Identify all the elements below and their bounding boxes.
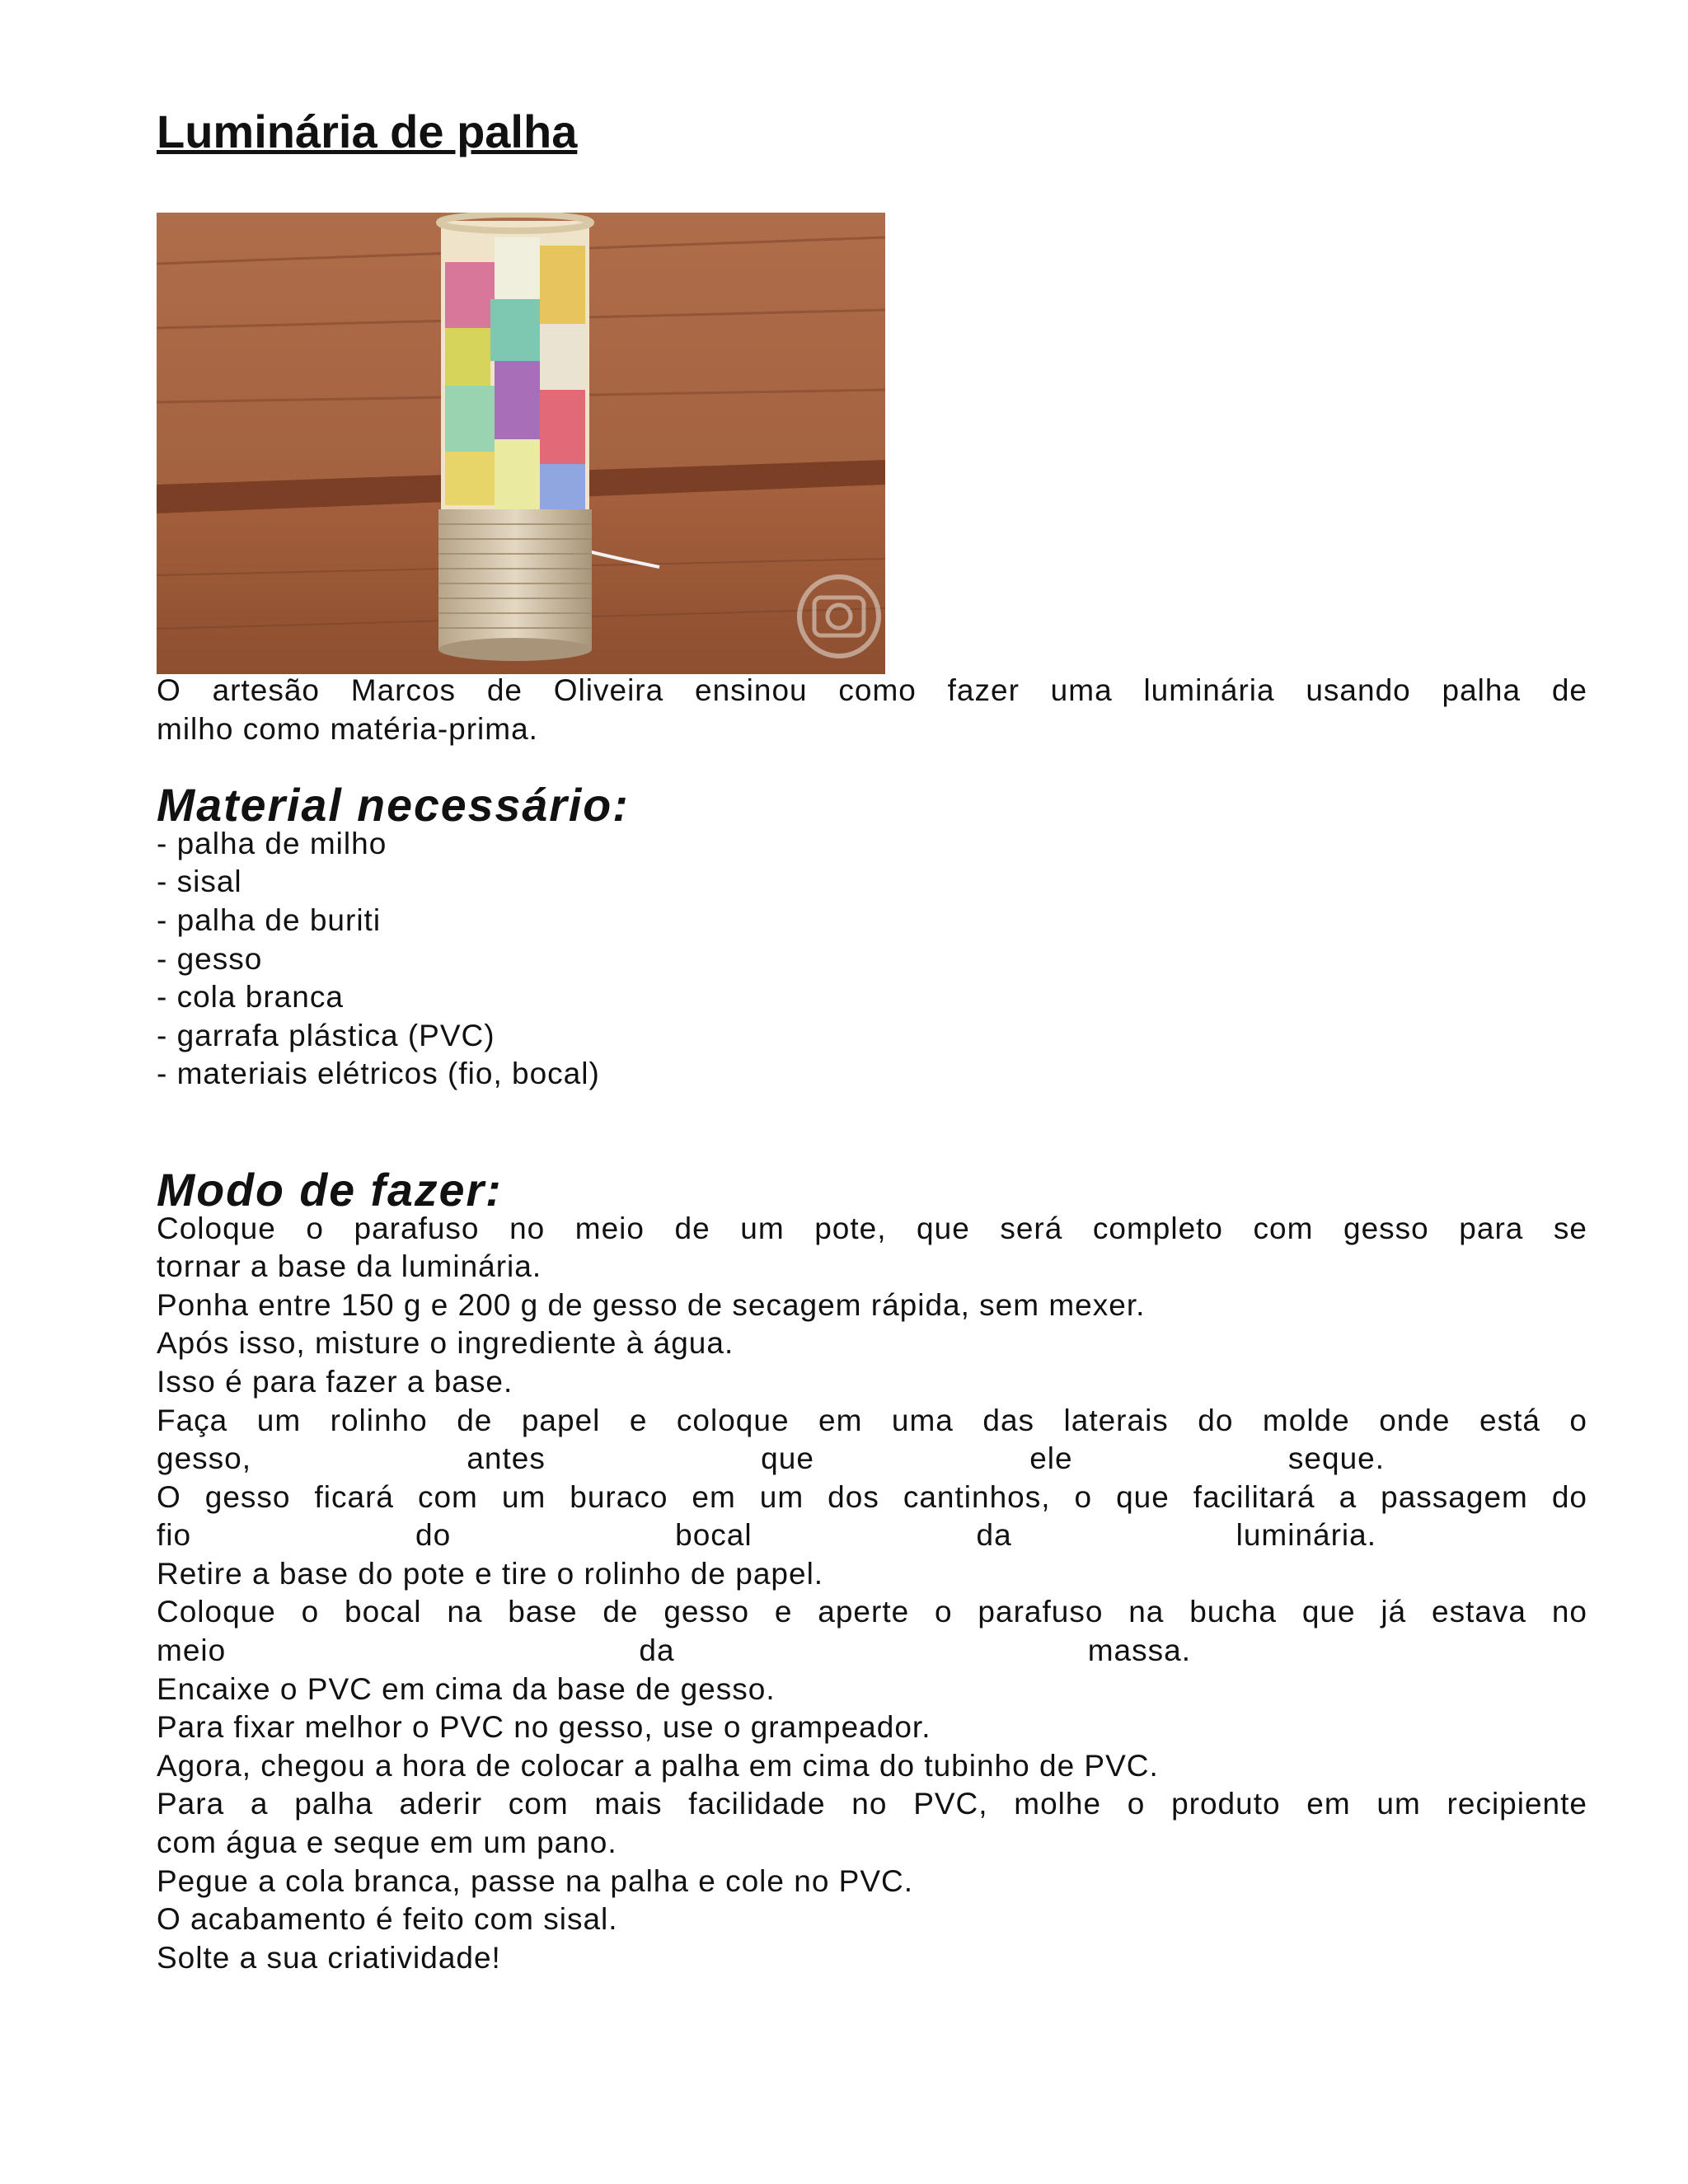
method-line: Após isso, misture o ingrediente à água. (157, 1326, 734, 1361)
method-line: com água e seque em um pano. (157, 1825, 617, 1860)
list-item: - palha de buriti (157, 902, 1587, 940)
method-line: Ponha entre 150 g e 200 g de gesso de secagem rápida, sem mexer. (157, 1287, 1146, 1322)
materials-list (157, 825, 1587, 1094)
method-heading: Modo de fazer: (157, 1164, 503, 1216)
lamp-photo (157, 213, 885, 674)
document-body (157, 672, 1587, 1977)
list-item: - sisal (157, 863, 1587, 902)
method-line: Agora, chegou a hora de colocar a palha em cima do tubinho de PVC. (157, 1748, 1159, 1783)
method-line: Isso é para fazer a base. (157, 1364, 513, 1399)
method-line: Solte a sua criatividade! (157, 1940, 501, 1975)
list-item: - garrafa plástica (PVC) (157, 1017, 1587, 1056)
materials-heading: Material necessário: (157, 780, 630, 832)
method-line: gesso, antes que ele seque. (157, 1441, 1385, 1476)
method-line: Para a palha aderir com mais facilidade no PVC, molhe o produto em um recipiente (157, 1787, 1587, 1821)
intro-line: O artesão Marcos de Oliveira ensinou como fazer uma luminária usando palha de (157, 673, 1587, 707)
intro-line: milho como matéria-prima. (157, 711, 538, 746)
method-line: Pegue a cola branca, passe na palha e cole no PVC. (157, 1863, 914, 1898)
method-line: Faça um rolinho de papel e coloque em uma das laterais do molde onde está o (157, 1403, 1587, 1437)
page-title: Luminária de palha (157, 105, 578, 157)
list-item: - materiais elétricos (fio, bocal) (157, 1055, 1587, 1094)
method-line: tornar a base da luminária. (157, 1249, 542, 1284)
method-line: Coloque o parafuso no meio de um pote, que será completo com gesso para se (157, 1211, 1587, 1245)
method-line: Retire a base do pote e tire o rolinho de papel. (157, 1556, 824, 1591)
method-line: O acabamento é feito com sisal. (157, 1902, 618, 1937)
method-line: Para fixar melhor o PVC no gesso, use o grampeador. (157, 1710, 931, 1745)
list-item: - cola branca (157, 978, 1587, 1017)
list-item: - gesso (157, 940, 1587, 979)
method-line: meio da massa. (157, 1633, 1191, 1668)
list-item: - palha de milho (157, 825, 1587, 864)
method-line: Encaixe o PVC em cima da base de gesso. (157, 1671, 776, 1706)
method-steps (157, 1210, 1587, 1978)
method-line: fio do bocal da luminária. (157, 1518, 1376, 1553)
method-line: Coloque o bocal na base de gesso e aperte o parafuso na bucha que já estava no (157, 1595, 1587, 1629)
method-line: O gesso ficará com um buraco em um dos cantinhos, o que facilitará a passagem do (157, 1479, 1587, 1514)
